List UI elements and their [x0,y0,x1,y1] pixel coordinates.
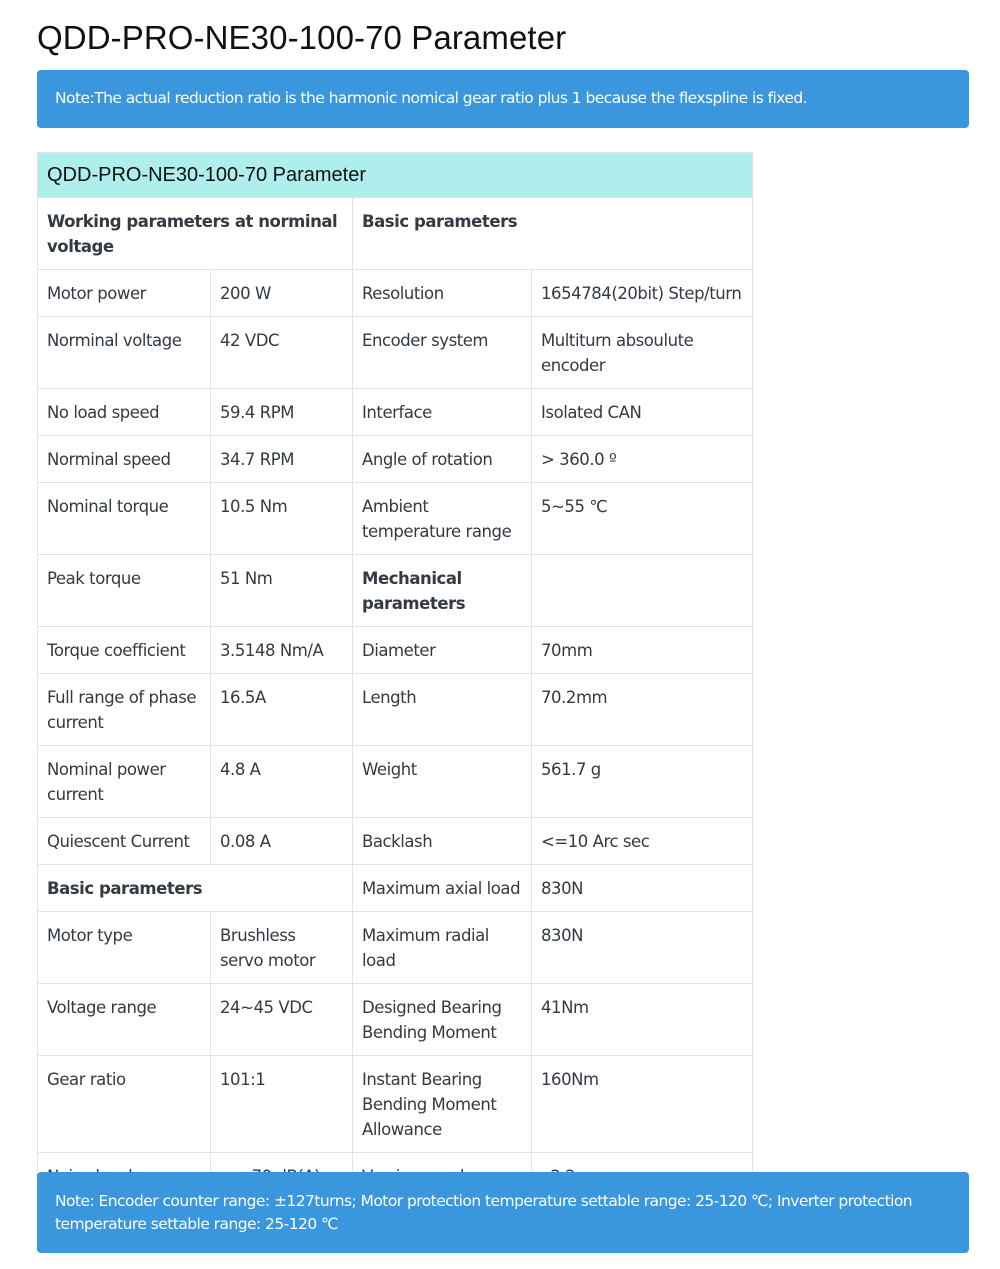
param-value: Isolated CAN [532,389,753,436]
param-label: Nominal power current [38,746,211,818]
table-section-header-row [38,198,753,270]
param-label: Maximum radial load [353,912,532,984]
param-value: 5~55 ℃ [532,483,753,555]
section-basic-parameters-left: Basic parameters [38,865,353,912]
param-value: 1654784(20bit) Step/turn [532,270,753,317]
param-label: Quiescent Current [38,818,211,865]
param-value: 10.5 Nm [211,483,353,555]
param-label: Designed Bearing Bending Moment [353,984,532,1056]
param-label: Voltage range [38,984,211,1056]
param-label: Ambient temperature range [353,483,532,555]
section-basic-parameters: Basic parameters [353,198,753,270]
param-value: 4.8 A [211,746,353,818]
param-label: Torque coefficient [38,627,211,674]
param-label: Motor power [38,270,211,317]
section-working-parameters: Working parameters at norminal voltage [38,198,353,270]
param-value: 0.08 A [211,818,353,865]
param-value: Brushless servo motor [211,912,353,984]
param-label: Gear ratio [38,1056,211,1153]
param-value: 200 W [211,270,353,317]
reduction-ratio-note: Note:The actual reduction ratio is the harmonic nomical gear ratio plus 1 because the flexspline is fixed. [37,70,969,128]
param-label: Instant Bearing Bending Moment Allowance [353,1056,532,1153]
param-label: Norminal voltage [38,317,211,389]
param-value: 3.5148 Nm/A [211,627,353,674]
param-label: Encoder system [353,317,532,389]
table-row [38,984,753,1056]
param-label: Peak torque [38,555,211,627]
param-value: Multiturn absoulute encoder [532,317,753,389]
param-value: 51 Nm [211,555,353,627]
table-row [38,270,753,317]
table-row [38,317,753,389]
param-value: 16.5A [211,674,353,746]
param-value: 59.4 RPM [211,389,353,436]
param-label: Weight [353,746,532,818]
section-mechanical-parameters: Mechanical parameters [353,555,532,627]
param-label: Backlash [353,818,532,865]
table-caption-row [38,153,753,198]
param-value: 101:1 [211,1056,353,1153]
param-value: 830N [532,912,753,984]
parameter-table [37,152,753,1200]
param-label: No load speed [38,389,211,436]
param-value: 830N [532,865,753,912]
param-label: Resolution [353,270,532,317]
param-label: Norminal speed [38,436,211,483]
page-title: QDD-PRO-NE30-100-70 Parameter [37,19,567,56]
table-row [38,555,753,627]
param-value: 70mm [532,627,753,674]
table-row [38,436,753,483]
param-value: 561.7 g [532,746,753,818]
encoder-range-note: Note: Encoder counter range: ±127turns; Motor protection temperature settable range: 25-120 ℃; Inverter protection temperature settable range: 25-120 ℃ [37,1172,969,1253]
param-label: Diameter [353,627,532,674]
param-label: Interface [353,389,532,436]
table-row [38,1056,753,1153]
param-value [532,555,753,627]
param-value: > 360.0 º [532,436,753,483]
param-value: 160Nm [532,1056,753,1153]
param-value: 41Nm [532,984,753,1056]
param-label: Angle of rotation [353,436,532,483]
table-row [38,912,753,984]
table-row [38,818,753,865]
param-label: Full range of phase current [38,674,211,746]
param-value: 42 VDC [211,317,353,389]
param-value: 70.2mm [532,674,753,746]
table-row [38,865,753,912]
table-caption: QDD-PRO-NE30-100-70 Parameter [38,153,753,198]
param-value: 24~45 VDC [211,984,353,1056]
param-label: Length [353,674,532,746]
param-label: Motor type [38,912,211,984]
table-row [38,746,753,818]
param-label: Nominal torque [38,483,211,555]
param-label: Maximum axial load [353,865,532,912]
table-row [38,674,753,746]
table-row [38,483,753,555]
param-value: <=10 Arc sec [532,818,753,865]
param-value: 34.7 RPM [211,436,353,483]
table-row [38,389,753,436]
table-row [38,627,753,674]
